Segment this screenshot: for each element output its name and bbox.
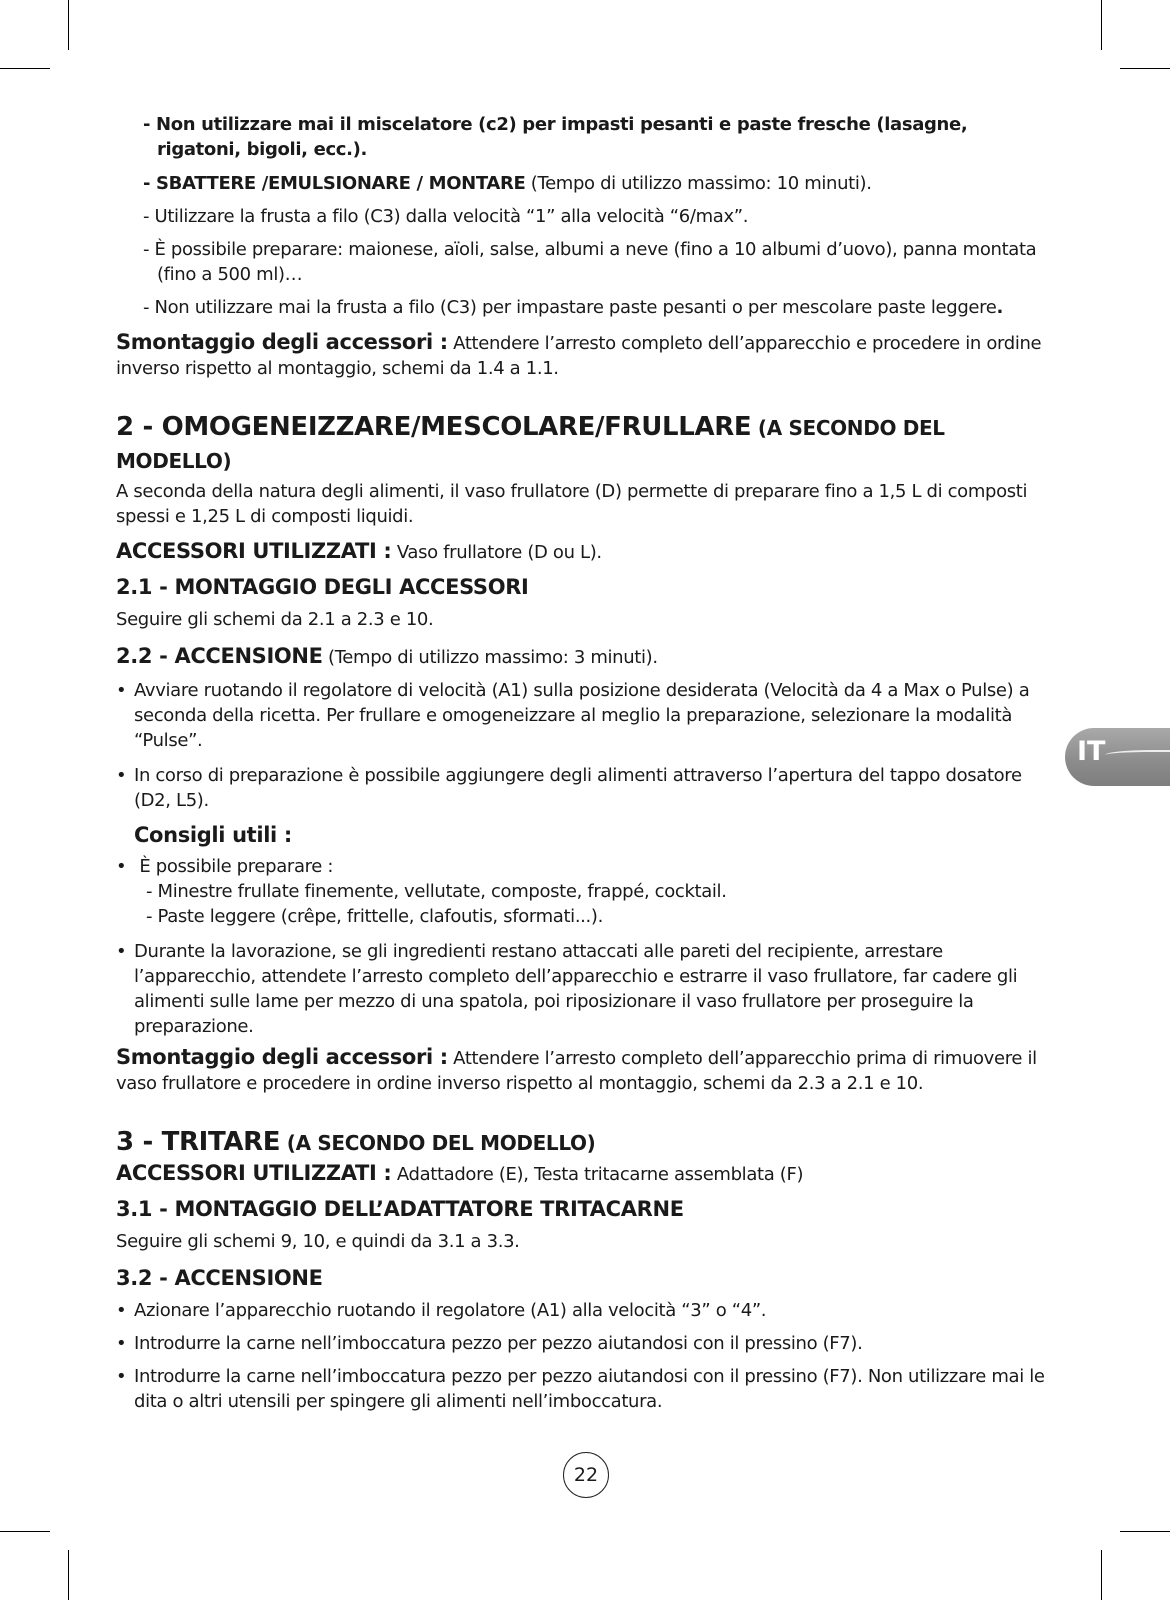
crop-mark	[1120, 1531, 1170, 1532]
section-title-text: 2 - OMOGENEIZZARE/MESCOLARE/FRULLARE	[116, 412, 752, 442]
bullet-text: Introdurre la carne nell’imboccatura pezzo per pezzo aiutandosi con il pressino (F7). Non utilizzare mai le dita o altri utensili per spingere gli alimenti nell’imboccatura.	[134, 1366, 1045, 1412]
list-item: - È possibile preparare: maionese, aïoli, salse, albumi a neve (fino a 10 albumi d’uovo), panna montata (fino a 500 ml)…	[143, 239, 1037, 285]
accessories-used	[116, 1161, 1056, 1187]
list-item: - Utilizzare la frusta a filo (C3) dalla velocità “1” alla velocità “6/max”.	[143, 206, 749, 227]
subsection-2-1-title: 2.1 - MONTAGGIO DEGLI ACCESSORI	[116, 575, 529, 599]
subsection-text: Seguire gli schemi 9, 10, e quindi da 3.1 a 3.3.	[116, 1231, 520, 1252]
accessories-text: Adattadore (E), Testa tritacarne assemblata (F)	[391, 1164, 804, 1185]
bullet-icon: •	[116, 1333, 127, 1354]
bullet-item	[116, 678, 1056, 753]
bullet-icon: •	[116, 941, 127, 962]
bullet-item	[116, 854, 1056, 879]
list-item-text: (Tempo di utilizzo massimo: 10 minuti).	[525, 173, 872, 194]
list-item-text: - Non utilizzare mai la frusta a filo (C3) per impastare paste pesanti o per mescolare paste leggere	[143, 297, 997, 318]
subsection-2-2-title	[116, 642, 1056, 672]
section-2-title	[116, 411, 1056, 477]
subsection-title-text: 2.2 - ACCENSIONE	[116, 644, 323, 668]
bullet-text: È possibile preparare :	[134, 856, 334, 877]
crop-mark	[1101, 1550, 1102, 1600]
list-item	[116, 295, 1056, 320]
bullet-item	[116, 1331, 1056, 1356]
accessories-used	[116, 539, 1056, 565]
language-tab	[1065, 728, 1170, 786]
accessories-label: ACCESSORI UTILIZZATI :	[116, 1161, 392, 1185]
swoosh-decoration	[1105, 750, 1170, 760]
bullet-icon: •	[116, 1366, 127, 1387]
bullet-text: Azionare l’apparecchio ruotando il regolatore (A1) alla velocità “3” o “4”.	[134, 1300, 767, 1321]
disassembly-label: Smontaggio degli accessori :	[116, 330, 448, 354]
disassembly-text: Attendere l’arresto completo dell’apparecchio e procedere in ordine inverso rispetto al montaggio, schemi da 1.4 a 1.1.	[116, 333, 1042, 379]
bullet-icon: •	[116, 680, 127, 701]
section-intro: A seconda della natura degli alimenti, il vaso frullatore (D) permette di preparare fino a 1,5 L di composti spessi e 1,25 L di composti liquidi.	[116, 481, 1028, 527]
crop-mark	[1101, 0, 1102, 50]
bullet-icon: •	[116, 1300, 127, 1321]
bullet-item	[116, 1364, 1056, 1414]
warning-item: - Non utilizzare mai il miscelatore (c2) per impasti pesanti e paste fresche (lasagne, rigatoni, bigoli, ecc.).	[143, 114, 968, 160]
disassembly-label: Smontaggio degli accessori :	[116, 1045, 448, 1069]
crop-mark	[68, 0, 69, 50]
list-item	[116, 171, 1056, 196]
disassembly-note	[116, 1045, 1056, 1096]
crop-mark	[1120, 68, 1170, 69]
section-title-suffix: (A SECONDO DEL MODELLO)	[280, 1131, 596, 1155]
section-title-text: 3 - TRITARE	[116, 1127, 281, 1157]
list-item-end: .	[996, 297, 1004, 318]
bullet-icon: •	[116, 765, 127, 786]
subsection-text: Seguire gli schemi da 2.1 a 2.3 e 10.	[116, 609, 434, 630]
bullet-item	[116, 939, 1056, 1039]
sub-list-item: - Minestre frullate finemente, vellutate, composte, frappé, cocktail.	[146, 881, 727, 902]
subsection-3-1-title: 3.1 - MONTAGGIO DELL’ADATTATORE TRITACARNE	[116, 1197, 684, 1221]
crop-mark	[68, 1550, 69, 1600]
disassembly-note	[116, 330, 1056, 381]
bullet-text: Introdurre la carne nell’imboccatura pezzo per pezzo aiutandosi con il pressino (F7).	[134, 1333, 863, 1354]
subsection-3-2-title: 3.2 - ACCENSIONE	[116, 1266, 323, 1290]
bullet-text: In corso di preparazione è possibile aggiungere degli alimenti attraverso l’apertura del tappo dosatore (D2, L5).	[134, 765, 1022, 811]
list-item-bold: - SBATTERE /EMULSIONARE / MONTARE	[143, 173, 526, 194]
manual-page-body	[116, 112, 1056, 1414]
tips-title: Consigli utili :	[134, 823, 292, 847]
bullet-item	[116, 763, 1056, 813]
crop-mark	[0, 68, 50, 69]
bullet-icon: •	[116, 856, 127, 877]
bullet-text: Avviare ruotando il regolatore di velocità (A1) sulla posizione desiderata (Velocità da 4 a Max o Pulse) a seconda della ricetta. Per frullare e omogeneizzare al meglio la preparazione, selezionare la modalità “Pulse”.	[134, 680, 1030, 751]
subsection-note: (Tempo di utilizzo massimo: 3 minuti).	[322, 647, 658, 668]
page-number: 22	[563, 1452, 609, 1498]
disassembly-text: Attendere l’arresto completo dell’apparecchio prima di rimuovere il vaso frullatore e procedere in ordine inverso rispetto al montaggio, schemi da 2.3 a 2.1 e 10.	[116, 1048, 1037, 1094]
crop-mark	[0, 1531, 50, 1532]
bullet-text: Durante la lavorazione, se gli ingredienti restano attaccati alle pareti del recipiente, arrestare l’apparecchio, attendete l’arresto completo dell’apparecchio e estrarre il vaso frullatore, far cadere gli alimenti sulle lame per mezzo di una spatola, poi riposizionare il vaso frullatore per proseguire la preparazione.	[134, 941, 1018, 1037]
section-title-suffix: (A SECONDO DEL MODELLO)	[116, 416, 945, 473]
sub-list-item: - Paste leggere (crêpe, frittelle, clafoutis, sformati...).	[146, 906, 603, 927]
accessories-text: Vaso frullatore (D ou L).	[391, 542, 602, 563]
section-3-title	[116, 1126, 1056, 1159]
language-tab-label: IT	[1077, 736, 1106, 767]
accessories-label: ACCESSORI UTILIZZATI :	[116, 539, 392, 563]
bullet-item	[116, 1298, 1056, 1323]
